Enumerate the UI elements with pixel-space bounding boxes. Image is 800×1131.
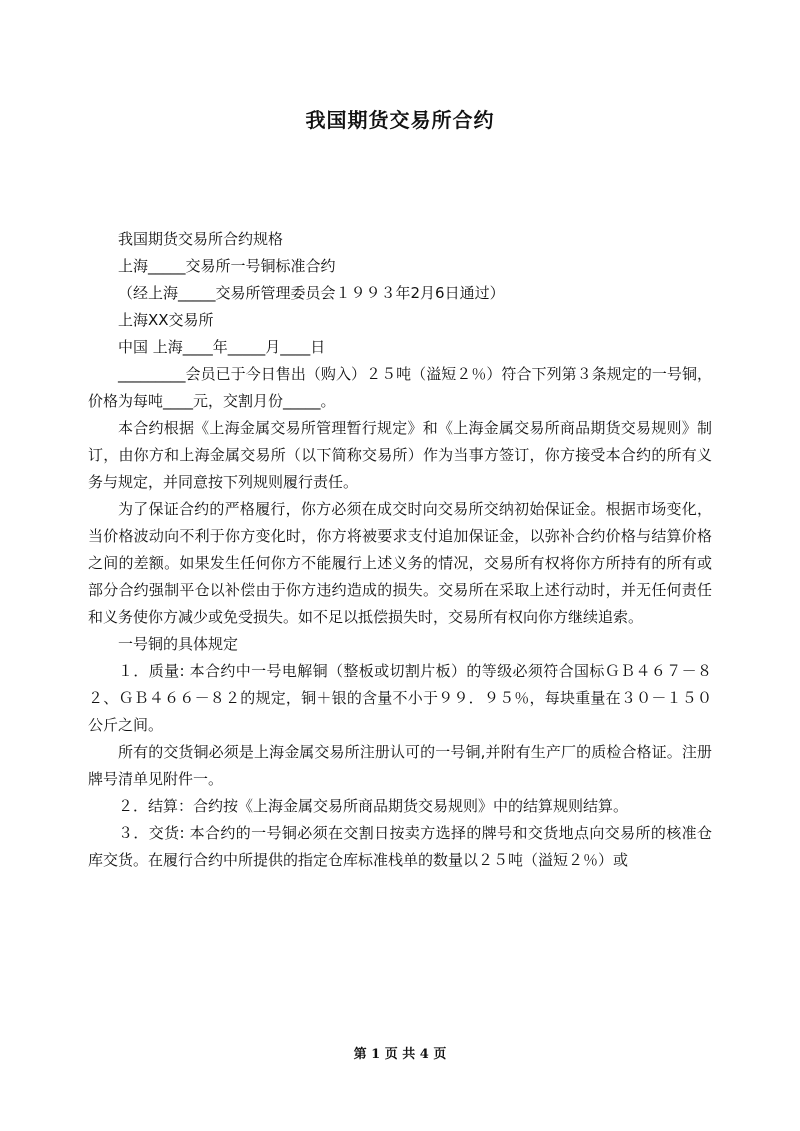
- paragraph: 上海_____交易所一号铜标准合约: [118, 257, 336, 275]
- paragraph: 我国期货交易所合约规格: [118, 230, 284, 248]
- paragraph: ２．结算：合约按《上海金属交易所商品期货交易规则》中的结算规则结算。: [118, 797, 629, 815]
- paragraph: 上海XX交易所: [118, 311, 214, 329]
- paragraph: 一号铜的具体规定: [118, 635, 239, 653]
- paragraph: （经上海_____交易所管理委员会１９９３年2月6日通过）: [118, 284, 505, 302]
- document-body: [88, 226, 712, 874]
- document-title: 我国期货交易所合约: [305, 108, 495, 132]
- paragraph: 所有的交货铜必须是上海金属交易所注册认可的一号铜,并附有生产厂的质检合格证。注册牌号清单见附件一。: [88, 743, 712, 788]
- paragraph: 本合约根据《上海金属交易所管理暂行规定》和《上海金属交易所商品期货交易规则》制订，由你方和上海金属交易所（以下简称交易所）作为当事方签订，你方接受本合约的所有义务与规定，并同意按下列规则履行责任。: [88, 419, 712, 491]
- paragraph: 中国 上海____年_____月____日: [118, 338, 326, 356]
- paragraph: 为了保证合约的严格履行，你方必须在成交时向交易所交纳初始保证金。根据市场变化，当价格波动向不利于你方变化时，你方将被要求支付追加保证金，以弥补合约价格与结算价格之间的差额。如果发生任何你方不能履行上述义务的情况，交易所有权将你方所持有的所有或部分合约强制平仓以补偿由于你方违约造成的损失。交易所在采取上述行动时，并无任何责任和义务使你方减少或免受损失。如不足以抵偿损失时，交易所有权向你方继续追索。: [88, 500, 712, 626]
- page-number: 第 1 页 共 4 页: [353, 1047, 447, 1062]
- paragraph: _________会员已于今日售出（购入）２５吨（溢短２％）符合下列第３条规定的一号铜，价格为每吨____元，交割月份_____。: [88, 365, 712, 410]
- paragraph: １．质量: 本合约中一号电解铜（整板或切割片板）的等级必须符合国标ＧＢ４６７－８２、ＧＢ４６６－８２的规定，铜＋银的含量不小于９９．９５％，每块重量在３０－１５０公斤之间。: [88, 662, 712, 734]
- paragraph: ３．交货: 本合约的一号铜必须在交割日按卖方选择的牌号和交货地点向交易所的核准仓库交货。在履行合约中所提供的指定仓库标准栈单的数量以２５吨（溢短２％）或: [88, 824, 712, 869]
